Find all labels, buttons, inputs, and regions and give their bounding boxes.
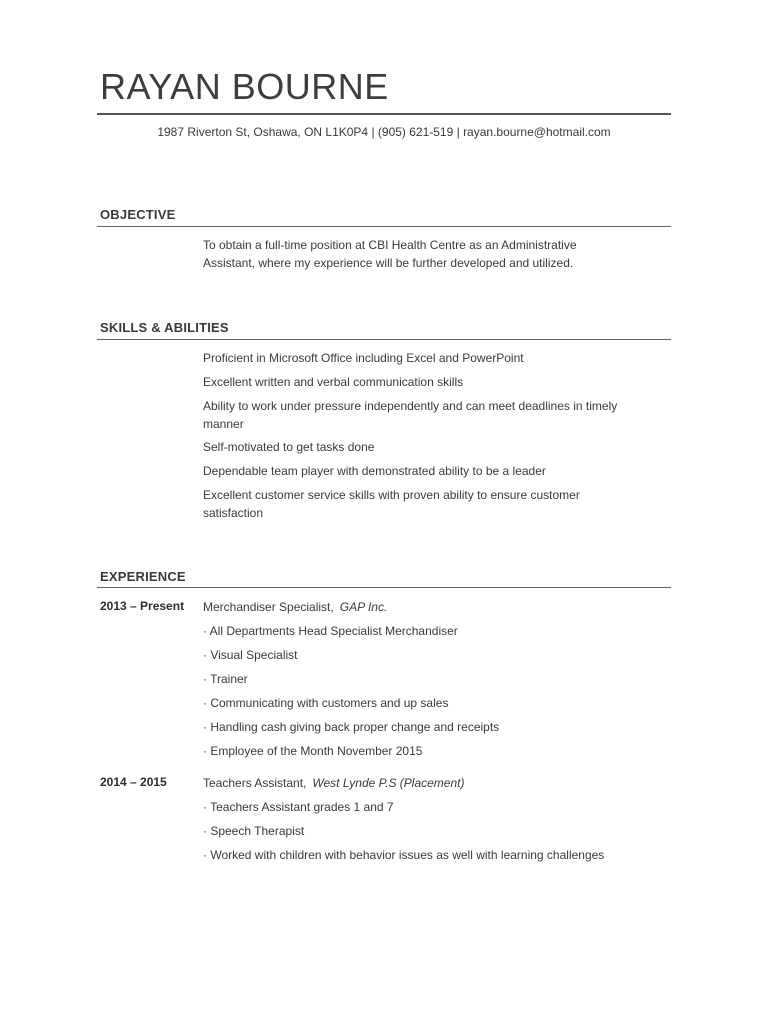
skill-item: Excellent written and verbal communication skills: [203, 375, 464, 389]
skills-heading: SKILLS & ABILITIES: [100, 320, 229, 335]
job-bullet: · Speech Therapist: [203, 824, 305, 838]
job-employer: West Lynde P.S (Placement): [312, 776, 465, 790]
job-bullet: · All Departments Head Specialist Merchandiser: [203, 624, 458, 638]
job-role: Merchandiser Specialist,: [203, 600, 334, 614]
skill-item: Proficient in Microsoft Office including Excel and PowerPoint: [203, 351, 524, 365]
objective-text: To obtain a full-time position at CBI Health Centre as an Administrative Assistant, where my experience will be further developed and utilized.: [203, 238, 577, 270]
job-bullet: · Handling cash giving back proper change and receipts: [203, 720, 500, 734]
job-bullet: · Trainer: [203, 672, 248, 686]
applicant-name: RAYAN BOURNE: [100, 66, 389, 107]
job-bullet: · Employee of the Month November 2015: [203, 744, 423, 758]
contact-line: 1987 Riverton St, Oshawa, ON L1K0P4 | (905) 621-519 | rayan.bourne@hotmail.com: [157, 125, 611, 139]
skills-divider: [97, 339, 671, 340]
job-role: Teachers Assistant,: [203, 776, 307, 790]
skill-item: Dependable team player with demonstrated ability to be a leader: [203, 464, 546, 478]
skill-item: Self-motivated to get tasks done: [203, 440, 375, 454]
job-employer: GAP Inc.: [339, 600, 388, 614]
skill-item: Ability to work under pressure independently and can meet deadlines in timely manner: [203, 399, 618, 431]
experience-divider: [97, 587, 671, 588]
job-bullet: · Worked with children with behavior issues as well with learning challenges: [203, 848, 605, 862]
job-bullet: · Communicating with customers and up sales: [203, 696, 449, 710]
objective-heading: OBJECTIVE: [100, 207, 176, 222]
objective-divider: [97, 226, 671, 227]
job-title-line: [203, 774, 464, 792]
experience-heading: EXPERIENCE: [100, 569, 186, 584]
job-bullet: · Teachers Assistant grades 1 and 7: [203, 800, 394, 814]
name-divider: [97, 113, 671, 115]
job-dates: 2013 – Present: [100, 599, 185, 613]
job-dates: 2014 – 2015: [100, 775, 167, 789]
job-bullet: · Visual Specialist: [203, 648, 298, 662]
job-title-line: [203, 598, 387, 616]
skill-item: Excellent customer service skills with proven ability to ensure customer satisfaction: [203, 488, 580, 520]
